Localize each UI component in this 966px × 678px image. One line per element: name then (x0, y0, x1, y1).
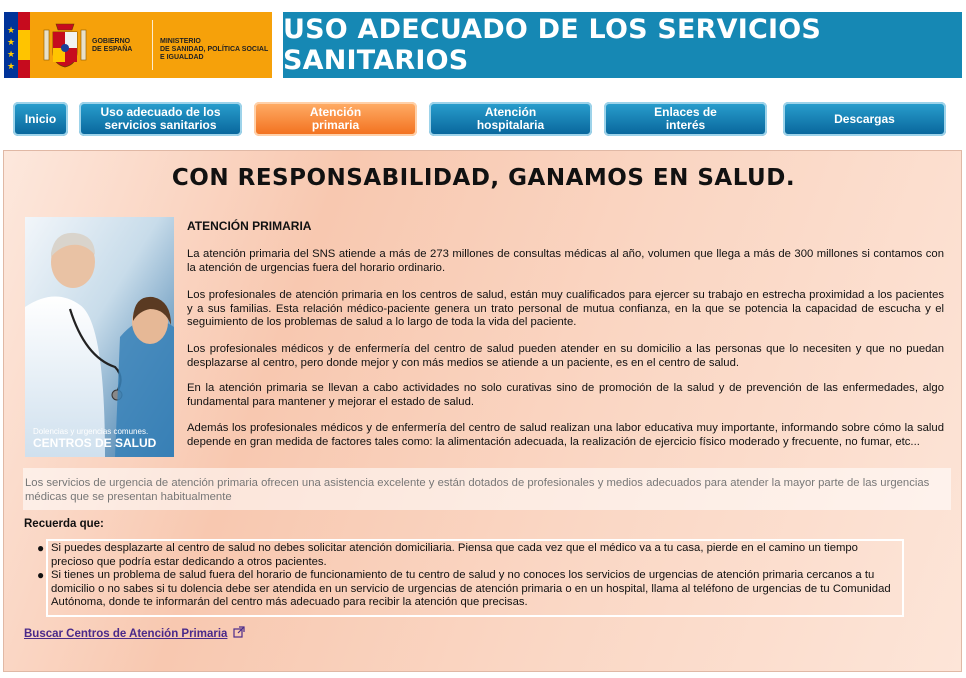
reminder-list (37, 541, 901, 610)
centros-de-salud-photo (25, 217, 174, 457)
site-title-banner (283, 12, 962, 78)
divider (152, 20, 153, 70)
main-content (3, 150, 962, 672)
external-link-icon[interactable] (233, 626, 245, 638)
bullet-icon: ● (37, 568, 45, 582)
recuerda-label: Recuerda que: (24, 518, 104, 530)
list-item: ● Si puedes desplazarte al centro de salud no debes solicitar atención domiciliaria. Piensa que cada vez que el médico va a tu casa, pierde en el camino un tiempo precioso que podría estar dedicando a otros pacientes. (37, 541, 858, 568)
coat-of-arms-icon (42, 20, 88, 70)
slogan: CON RESPONSABILIDAD, GANAMOS EN SALUD. (171, 165, 796, 191)
nav-inicio[interactable]: Inicio (13, 102, 68, 136)
paragraph-4: En la atención primaria se llevan a cabo actividades no solo curativas sino de promoción de la salud y de prevención de las enfermedades, algo fundamental para mantener y mejorar el estado de salud. (187, 382, 944, 408)
nav-uso-adecuado[interactable]: Uso adecuado de los servicios sanitarios (79, 102, 242, 136)
highlight-text: Los servicios de urgencia de atención primaria ofrecen una asistencia excelente y están dotados de profesionales y medios adecuados para atender la mayor parte de las urgencias médicas que se presentan habitualmente (25, 477, 930, 503)
paragraph-5: Además los profesionales médicos y de enfermería del centro de salud realizan una labor educativa muy importante, informando sobre cómo la salud depende en gran medida de factores tales como: la alimentación adecuada, la realización de ejercicio físico moderado y frecuente, no fumar, etc... (187, 422, 944, 448)
photo-caption-big: CENTROS DE SALUD (33, 436, 157, 450)
bullet-icon: ● (37, 541, 45, 555)
section-title: ATENCIÓN PRIMARIA (187, 219, 312, 233)
government-logo[interactable] (4, 12, 272, 78)
nav-enlaces-de-interes[interactable]: Enlaces de interés (604, 102, 767, 136)
nav-atencion-hospitalaria[interactable]: Atención hospitalaria (429, 102, 592, 136)
paragraph-2: Los profesionales de atención primaria en los centros de salud, están muy cualificados para ejercer su trabajo en estrecha proximidad a los pacientes y a sus familias. Esta relación médico-paciente genera un trato personal de mutua confianza, en la que se potencia la capacidad de escucha y el seguimiento de los problemas de salud a lo largo de toda la vida del paciente. (187, 289, 944, 328)
nav-descargas[interactable]: Descargas (783, 102, 946, 136)
doctor-illustration (25, 217, 174, 457)
eu-stars-icon: ★ ★ ★ ★ (6, 25, 16, 71)
nav-atencion-primaria[interactable]: Atención primaria (254, 102, 417, 136)
list-item: ● Si tienes un problema de salud fuera del horario de funcionamiento de tu centro de salud y no conoces los servicios de urgencias de atención primaria cercanos a tu domicilio o no sabes si tu dolencia debe ser atendida en un servicio de urgencias de atención primaria o en un hospital, llama al teléfono de urgencias de tu Comunidad Autónoma, donde te informarán del centro más adecuado para recibir la atención que precisas. (37, 568, 891, 608)
paragraph-3: Los profesionales médicos y de enfermería del centro de salud pueden atender en su domicilio a las personas que lo necesiten y que no puedan desplazarse al centro, pero donde mejor y con más medios se atiende a un paciente, es en el centro de salud. (187, 343, 944, 369)
ministry-text: MINISTERIO DE SANIDAD, POLÍTICA SOCIAL E IGUALDAD (160, 38, 269, 61)
photo-caption-small: Dolencias y urgencias comunes. (33, 427, 149, 436)
gov-text: GOBIERNO DE ESPAÑA (92, 38, 133, 53)
link-row (24, 626, 245, 640)
site-title: USO ADECUADO DE LOS SERVICIOS SANITARIOS (283, 14, 822, 76)
paragraph-1: La atención primaria del SNS atiende a más de 273 millones de consultas médicas al año, volumen que llega a más de 300 millones si contamos con la atención de urgencias fuera del horario ordinario. (187, 248, 944, 274)
buscar-centros-link[interactable]: Buscar Centros de Atención Primaria (24, 628, 228, 640)
